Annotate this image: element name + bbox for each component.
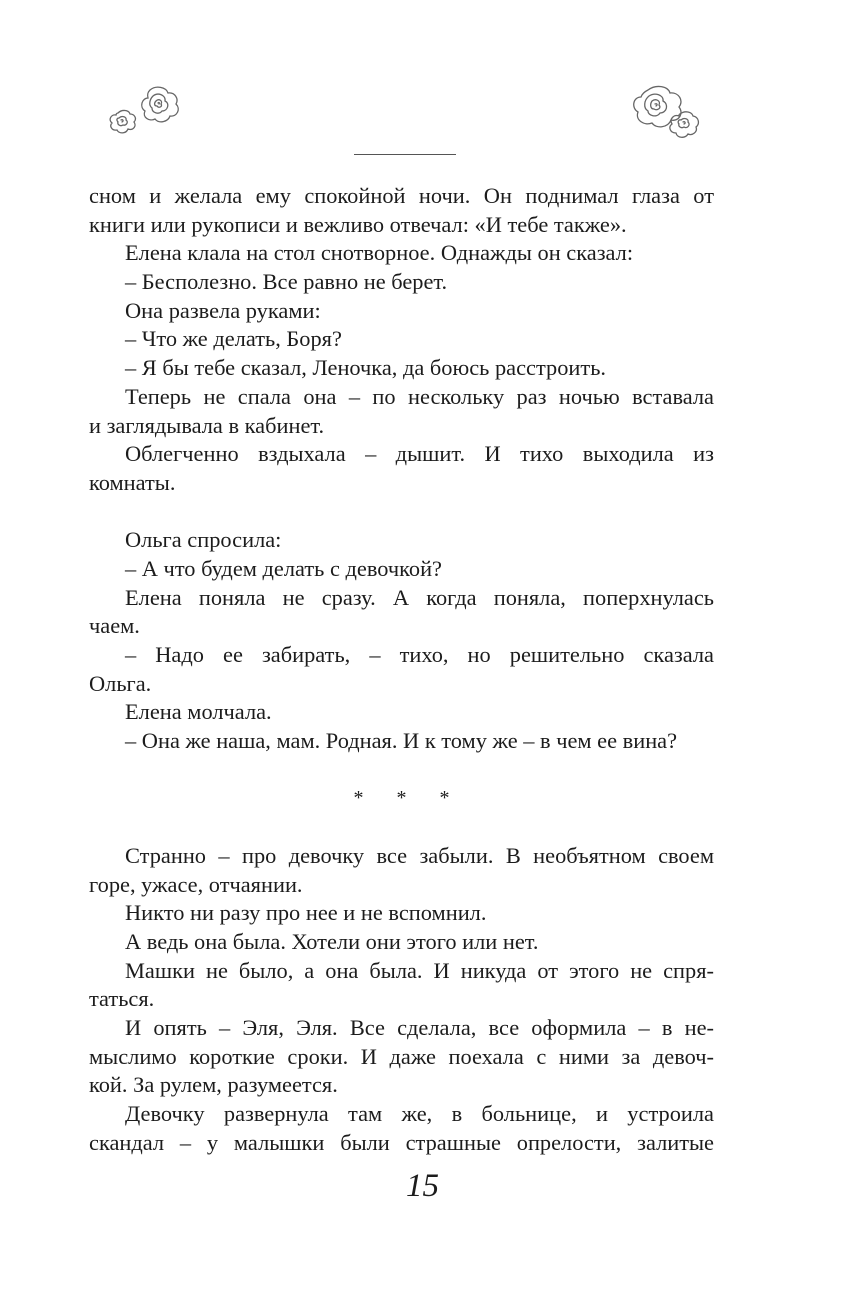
text-line: и заглядывала в кабинет.: [89, 412, 325, 438]
text-line: Теперь не спала она – по нескольку раз ночью вставала: [125, 383, 714, 409]
text-line: – Бесполезно. Все равно не берет.: [125, 269, 448, 295]
text-line: – Она же наша, мам. Родная. И к тому же – в чем ее вина?: [125, 728, 678, 754]
rose-ornament-left-icon: [104, 84, 186, 140]
text-line: И опять – Эля, Эля. Все сделала, все оформила – в не-: [125, 1014, 714, 1040]
text-line: кой. За рулем, разумеется.: [89, 1072, 338, 1098]
text-line: Никто ни разу про нее и не вспомнил.: [125, 900, 487, 926]
header-rule: [354, 154, 456, 155]
page-number: 15: [406, 1168, 439, 1204]
text-line: А ведь она была. Хотели они этого или нет.: [125, 928, 539, 954]
text-line: – Что же делать, Боря?: [125, 326, 342, 352]
text-line: Елена поняла не сразу. А когда поняла, поперхнулась: [125, 584, 714, 610]
text-line: скандал – у малышки были страшные опрелости, залитые: [89, 1129, 714, 1155]
text-line: таться.: [89, 986, 155, 1012]
text-line: горе, ужасе, отчаянии.: [89, 871, 303, 897]
text-line: чаем.: [89, 613, 140, 639]
text-line: комнаты.: [89, 469, 176, 495]
text-line: Машки не было, а она была. И никуда от этого не спря-: [125, 957, 714, 983]
rose-ornament-right-icon: [628, 84, 704, 144]
text-line: – Надо ее забирать, – тихо, но решительно сказала: [125, 642, 714, 667]
text-line: Она развела руками:: [125, 297, 321, 323]
text-line: Странно – про девочку все забыли. В необъятном своем: [125, 842, 714, 868]
text-line: – А что будем делать с девочкой?: [125, 555, 442, 581]
text-line: Елена клала на стол снотворное. Однажды он сказал:: [125, 240, 634, 266]
text-line: Ольга спросила:: [125, 527, 282, 553]
text-line: Ольга.: [89, 670, 152, 696]
section-separator: * * *: [353, 787, 464, 810]
text-line: Девочку развернула там же, в больнице, и устроила: [125, 1101, 714, 1126]
text-line: сном и желала ему спокойной ночи. Он поднимал глаза от: [89, 183, 714, 208]
text-line: – Я бы тебе сказал, Леночка, да боюсь расстроить.: [125, 355, 607, 381]
text-line: Облегченно вздыхала – дышит. И тихо выходила из: [125, 441, 714, 467]
paragraph-gap: [89, 498, 714, 527]
page-body: [89, 182, 714, 1157]
paragraph-gap: [89, 756, 714, 785]
text-line: Елена молчала.: [125, 699, 272, 725]
paragraph-gap: [89, 813, 714, 842]
text-line: книги или рукописи и вежливо отвечал: «И тебе также».: [89, 211, 627, 237]
text-line: мыслимо короткие сроки. И даже поехала с ними за девоч-: [89, 1043, 714, 1069]
